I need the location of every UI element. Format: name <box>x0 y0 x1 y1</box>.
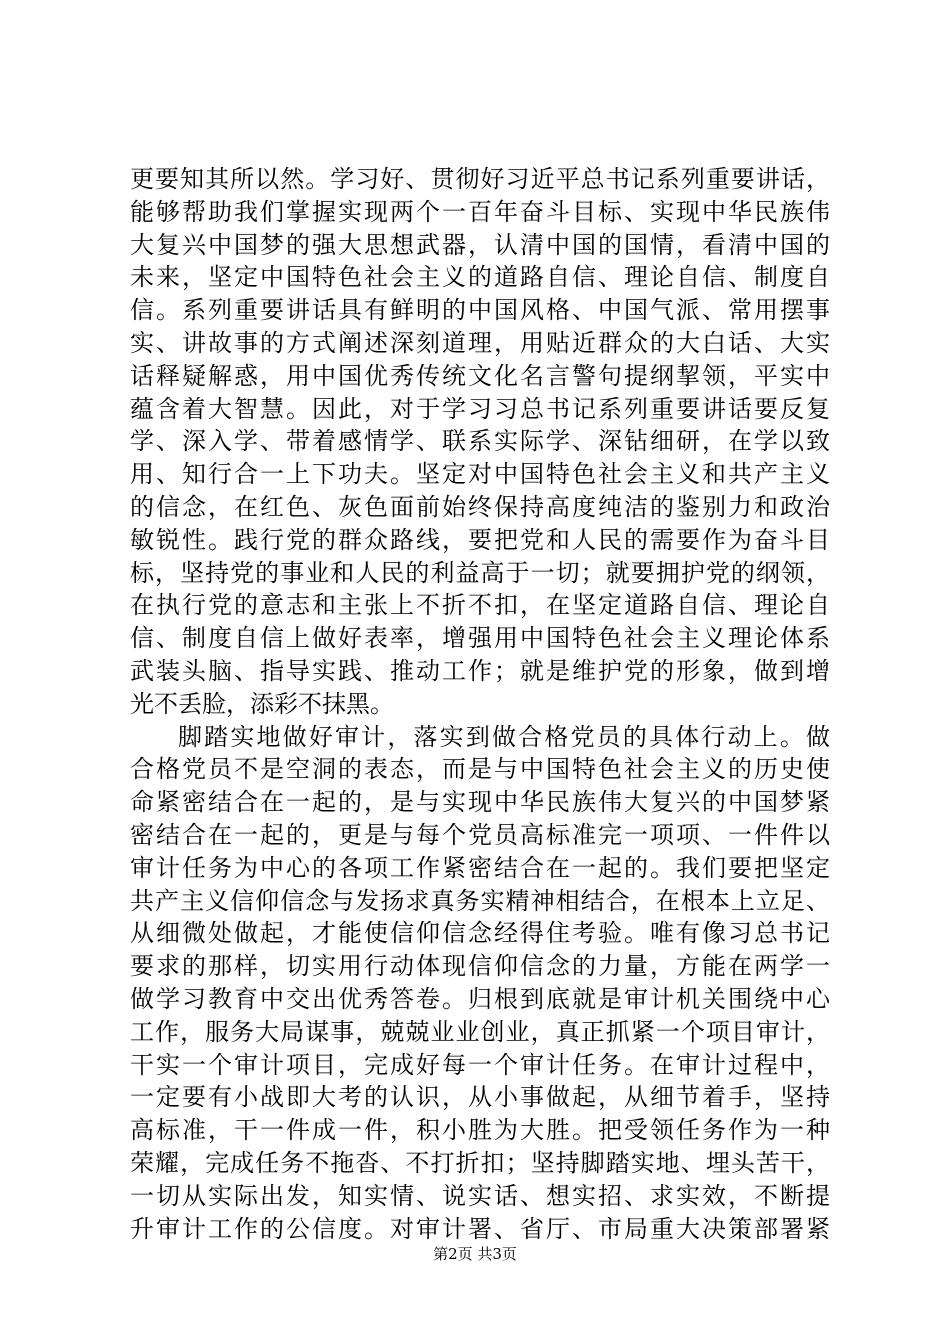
page-footer: 第2页 共3页 <box>433 1245 517 1263</box>
text-line: 要求的那样，切实用行动体现信仰信念的力量，方能在两学一 <box>130 952 830 981</box>
text-line: 信。系列重要讲话具有鲜明的中国风格、中国气派、常用摆事 <box>130 296 830 325</box>
text-line: 合格党员不是空洞的表态，而是与中国特色社会主义的历史使 <box>130 755 830 784</box>
text-line: 审计任务为中心的各项工作紧密结合在一起的。我们要把坚定 <box>130 853 830 882</box>
text-line: 干实一个审计项目，完成好每一个审计任务。在审计过程中， <box>130 1050 830 1079</box>
text-line: 共产主义信仰信念与发扬求真务实精神相结合，在根本上立足、 <box>130 886 830 915</box>
text-line: 脚踏实地做好审计，落实到做合格党员的具体行动上。做 <box>178 722 830 751</box>
text-line: 从细微处做起，才能使信仰信念经得住考验。唯有像习总书记 <box>130 919 830 948</box>
text-line: 的信念，在红色、灰色面前始终保持高度纯洁的鉴别力和政治 <box>130 492 830 521</box>
text-line: 命紧密结合在一起的，是与实现中华民族伟大复兴的中国梦紧 <box>130 788 830 817</box>
text-line: 在执行党的意志和主张上不折不扣，在坚定道路自信、理论自 <box>130 591 830 620</box>
text-line: 武装头脑、指导实践、推动工作；就是维护党的形象，做到增 <box>130 656 830 685</box>
text-line: 学、深入学、带着感情学、联系实际学、深钻细研，在学以致 <box>130 427 830 456</box>
text-line: 蕴含着大智慧。因此，对于学习习总书记系列重要讲话要反复 <box>130 394 830 423</box>
text-line: 光不丢脸，添彩不抹黑。 <box>130 689 394 718</box>
text-line: 信、制度自信上做好表率，增强用中国特色社会主义理论体系 <box>130 624 830 653</box>
text-line: 未来，坚定中国特色社会主义的道路自信、理论自信、制度自 <box>130 263 830 292</box>
text-line: 实、讲故事的方式阐述深刻道理，用贴近群众的大白话、大实 <box>130 328 830 357</box>
text-line: 大复兴中国梦的强大思想武器，认清中国的国情，看清中国的 <box>130 230 830 259</box>
text-line: 话释疑解惑，用中国优秀传统文化名言警句提纲挈领，平实中 <box>130 361 830 390</box>
text-line: 工作，服务大局谋事，兢兢业业创业，真正抓紧一个项目审计， <box>130 1017 830 1046</box>
text-line: 密结合在一起的，更是与每个党员高标准完一项项、一件件以 <box>130 820 830 849</box>
text-line: 标，坚持党的事业和人民的利益高于一切；就要拥护党的纲领， <box>130 558 830 587</box>
text-line: 荣耀，完成任务不拖沓、不打折扣；坚持脚踏实地、埋头苦干， <box>130 1148 830 1177</box>
text-line: 一定要有小战即大考的认识，从小事做起，从细节着手，坚持 <box>130 1083 830 1112</box>
text-line: 升审计工作的公信度。对审计署、省厅、市局重大决策部署紧 <box>130 1214 830 1243</box>
text-line: 能够帮助我们掌握实现两个一百年奋斗目标、实现中华民族伟 <box>130 197 830 226</box>
text-line: 一切从实际出发，知实情、说实话、想实招、求实效，不断提 <box>130 1181 830 1210</box>
text-line: 更要知其所以然。学习好、贯彻好习近平总书记系列重要讲话， <box>130 165 830 193</box>
text-line: 做学习教育中交出优秀答卷。归根到底就是审计机关围绕中心 <box>130 984 830 1013</box>
body-text <box>130 163 830 1245</box>
text-line: 用、知行合一上下功夫。坚定对中国特色社会主义和共产主义 <box>130 460 830 489</box>
text-line: 敏锐性。践行党的群众路线，要把党和人民的需要作为奋斗目 <box>130 525 830 554</box>
text-line: 高标准，干一件成一件，积小胜为大胜。把受领任务作为一种 <box>130 1116 830 1145</box>
